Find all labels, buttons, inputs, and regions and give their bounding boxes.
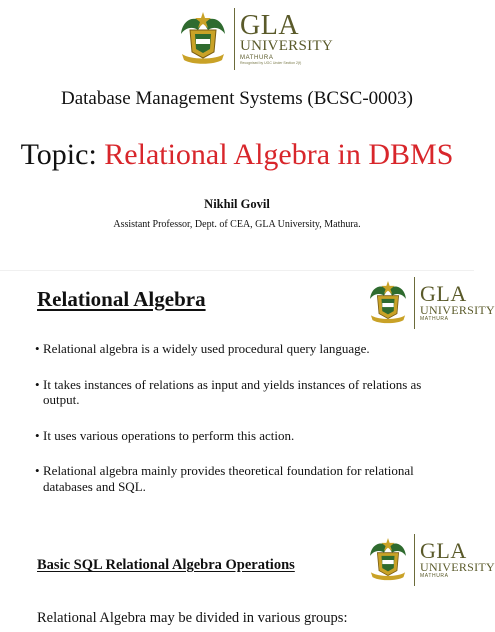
university-logo (176, 8, 333, 70)
course-title: Database Management Systems (BCSC-0003) (61, 88, 413, 109)
bullet-text: It uses various operations to perform this action. (43, 427, 295, 443)
logo-city: MATHURA (240, 54, 274, 61)
bullet-item (35, 377, 445, 408)
slide-body-text: Relational Algebra may be divided in various groups: (37, 610, 348, 626)
bullet-item (35, 463, 445, 494)
bullet-text: Relational algebra is a widely used procedural query language. (43, 341, 370, 356)
logo-divider (234, 8, 235, 70)
relational-algebra-slide (0, 270, 495, 520)
bullet-text: Relational algebra mainly provides theoretical foundation for relational databases and SQL. (43, 463, 414, 494)
logo-name: GLA (240, 9, 300, 41)
university-emblem-icon (366, 534, 410, 586)
topic-heading (0, 138, 474, 172)
university-logo (366, 277, 495, 329)
bullet-item (35, 428, 445, 444)
logo-city: MATHURA (420, 315, 449, 322)
logo-university: UNIVERSITY (240, 38, 333, 55)
bullet-list (35, 341, 445, 494)
logo-university: UNIVERSITY (420, 560, 495, 575)
bullet-item (35, 341, 445, 357)
logo-accreditation: Recognised by UGC Under Section 2(f) (240, 60, 302, 65)
logo-wordmark (420, 537, 495, 580)
university-emblem-icon (366, 277, 410, 329)
bullet-dot: • (35, 463, 40, 478)
topic-name: Relational Algebra in DBMS (104, 138, 454, 171)
bullet-dot: • (35, 427, 40, 443)
title-slide (0, 0, 474, 270)
slide-title: Relational Algebra (37, 287, 206, 311)
bullet-text: It takes instances of relations as input and yields instances of relations as output. (43, 376, 422, 407)
logo-wordmark (240, 9, 333, 66)
university-logo (366, 534, 495, 586)
topic-prefix: Topic: (20, 138, 105, 171)
logo-name: GLA (420, 280, 467, 306)
logo-city: MATHURA (420, 572, 449, 579)
logo-wordmark (420, 280, 495, 323)
operations-slide (0, 520, 495, 632)
logo-university: UNIVERSITY (420, 303, 495, 318)
author-name: Nikhil Govil (204, 197, 270, 211)
logo-divider (414, 534, 415, 586)
bullet-dot: • (35, 376, 40, 392)
bullet-dot: • (35, 341, 40, 356)
university-emblem-icon (176, 8, 230, 70)
logo-name: GLA (420, 537, 467, 563)
slide-title: Basic SQL Relational Algebra Operations (37, 557, 295, 573)
logo-divider (414, 277, 415, 329)
author-affiliation: Assistant Professor, Dept. of CEA, GLA University, Mathura. (113, 219, 361, 230)
